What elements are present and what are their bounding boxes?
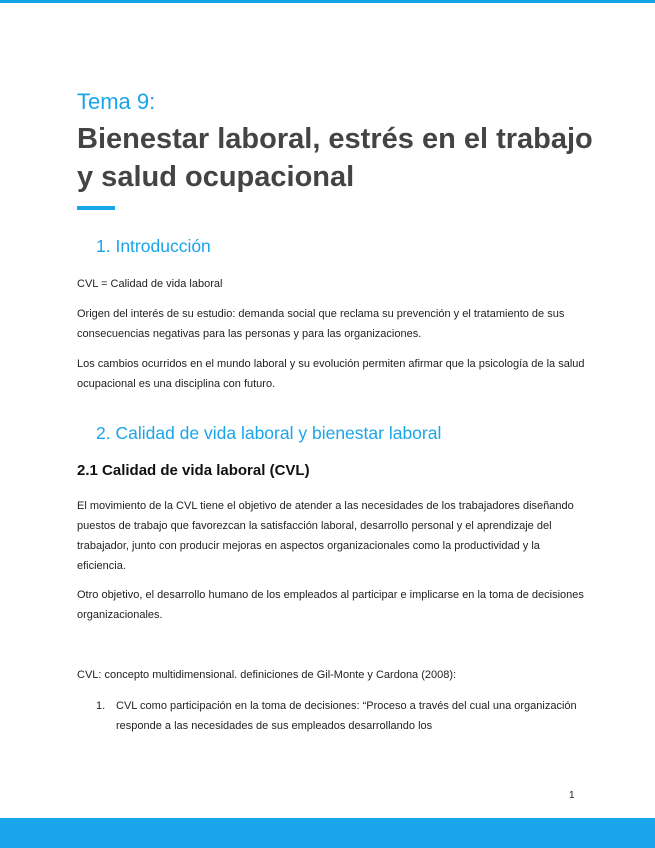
bottom-accent-bar [0,818,655,848]
topic-label: Tema 9: [77,89,156,114]
list-item-text: CVL como participación en la toma de decisiones: “Proceso a través del cual una organización responde a las necesidades de sus empleados desarrollando los [116,700,577,732]
subsection-heading-cvl: 2.1 Calidad de vida laboral (CVL) [77,462,310,479]
list-item-number: 1. [96,700,106,712]
document-title: Bienestar laboral, estrés en el trabajo y salud ocupacional [77,123,593,193]
paragraph: Los cambios ocurridos en el mundo laboral y su evolución permiten afirmar que la psicología de la salud ocupacional es una disciplina con futuro. [77,358,585,390]
paragraph: CVL = Calidad de vida laboral [77,278,223,290]
paragraph: El movimiento de la CVL tiene el objetivo de atender a las necesidades de los trabajadores diseñando puestos de trabajo que favorezcan la satisfacción laboral, desarrollo personal y el aprendizaje del trabajador, junto con producir mejoras en aspectos organizacionales como la productividad y la eficiencia. [77,500,574,572]
section-heading-introduccion: 1. Introducción [96,236,211,256]
title-underline [77,206,115,210]
list-item [77,696,587,736]
definitions-list [77,696,587,736]
top-accent-bar [0,0,655,3]
paragraph: Otro objetivo, el desarrollo humano de los empleados al participar e implicarse en la toma de decisiones organizacionales. [77,589,584,621]
section-heading-calidad-vida: 2. Calidad de vida laboral y bienestar laboral [96,423,442,443]
page-number: 1 [569,790,575,801]
paragraph: Origen del interés de su estudio: demanda social que reclama su prevención y el tratamiento de sus consecuencias negativas para las personas y para las organizaciones. [77,308,565,340]
paragraph: CVL: concepto multidimensional. definiciones de Gil-Monte y Cardona (2008): [77,669,457,681]
